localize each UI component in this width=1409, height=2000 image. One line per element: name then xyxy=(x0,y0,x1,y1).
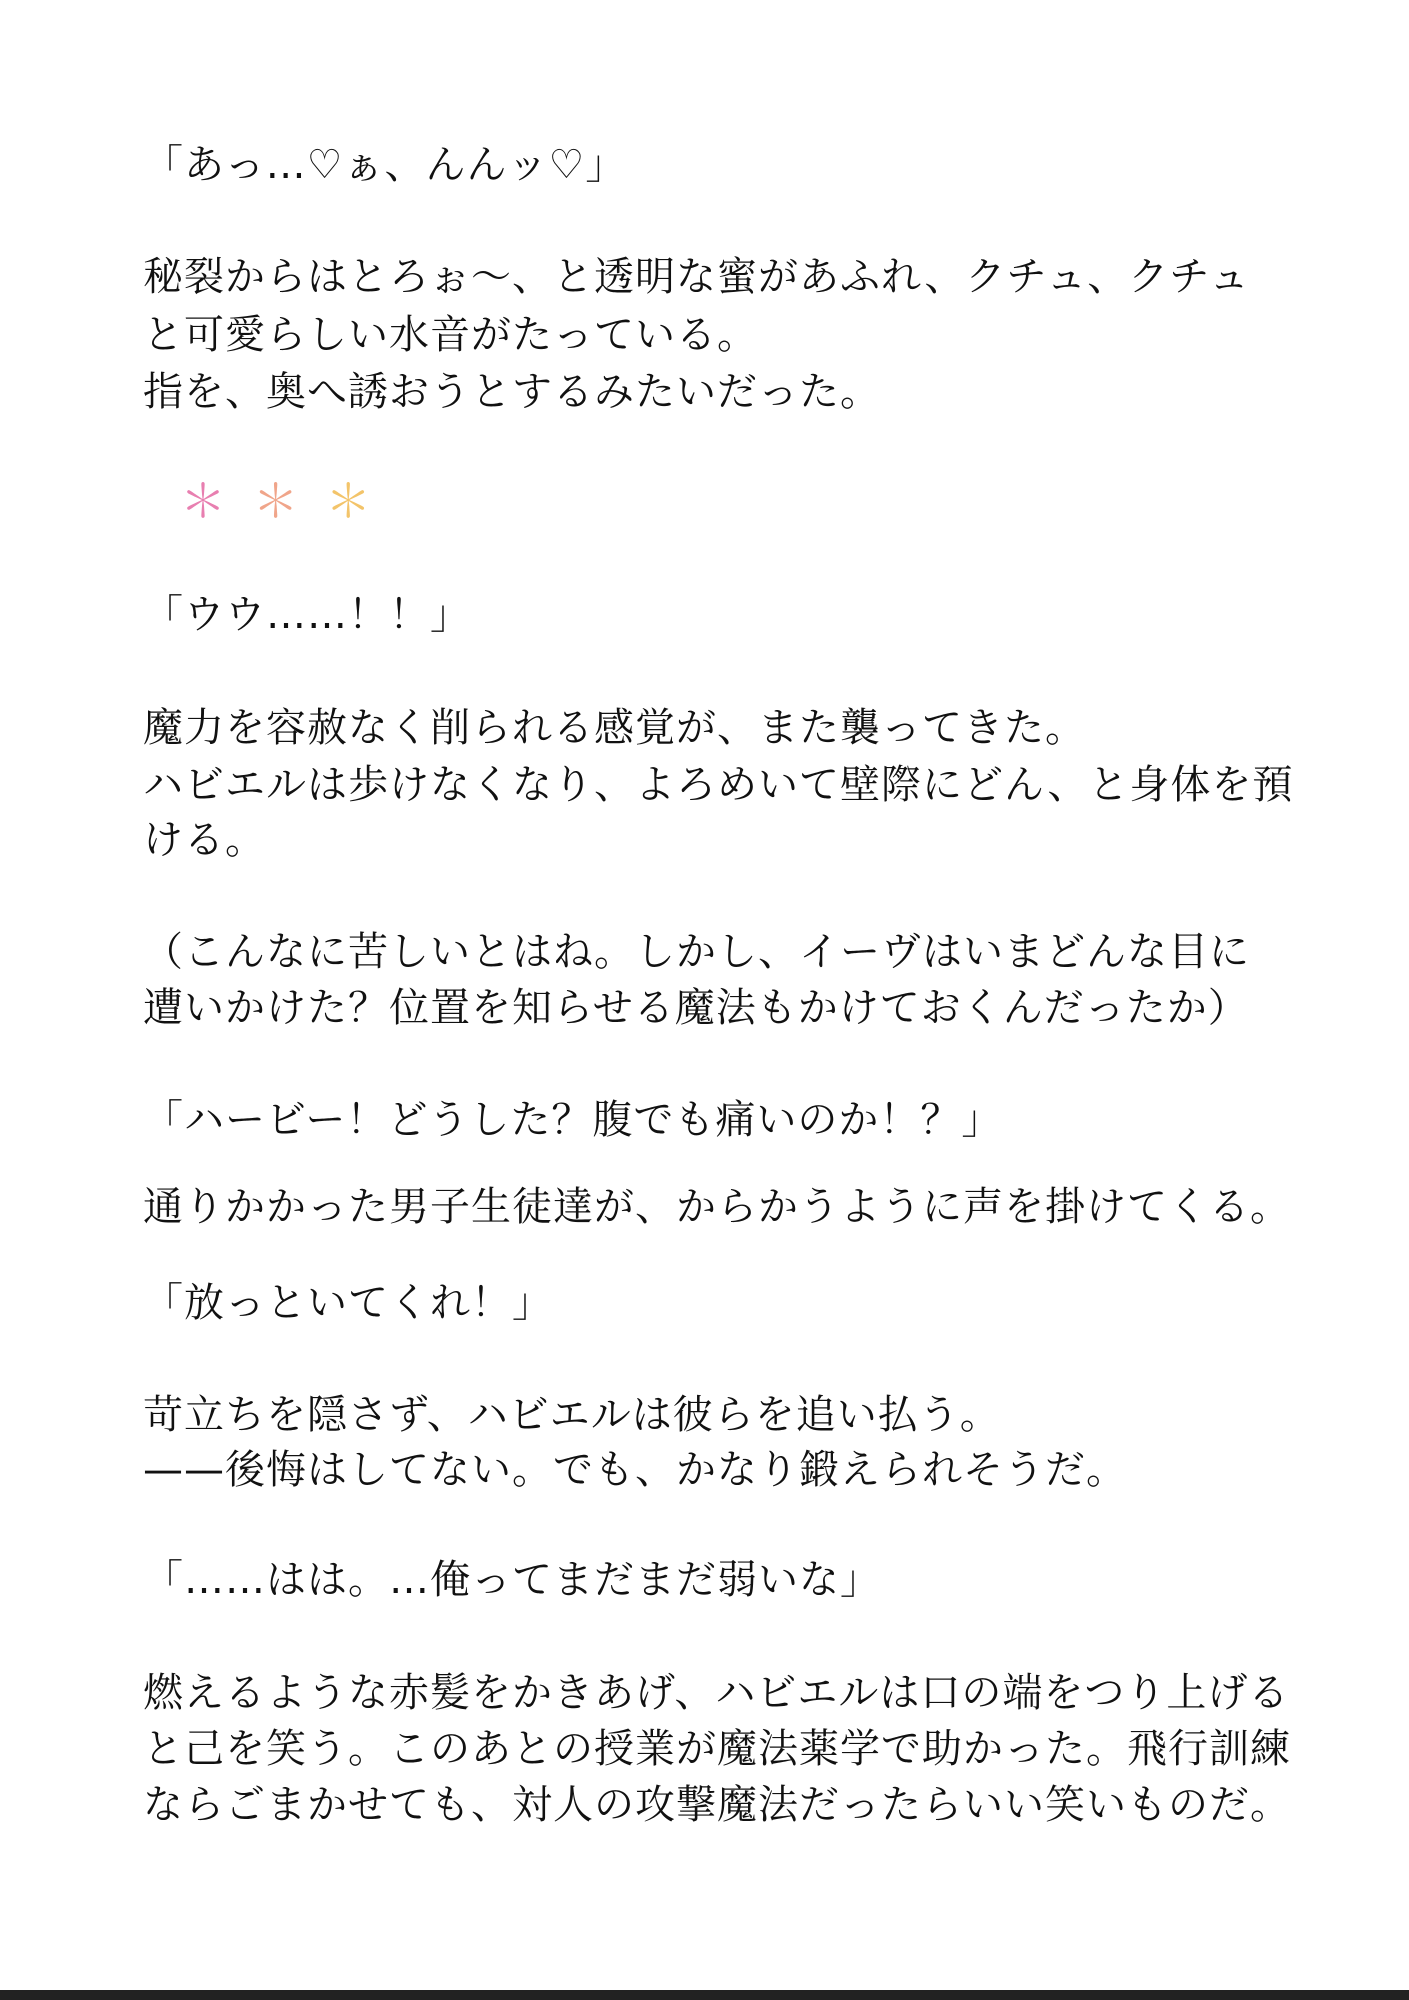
text-line: 指を、奥へ誘おうとするみたいだった。 xyxy=(143,369,881,415)
text-line: 苛立ちを隠さず、ハビエルは彼らを追い払う。 xyxy=(143,1392,1001,1438)
text-line: 魔力を容赦なく削られる感覚が、また襲ってきた。 xyxy=(143,705,1086,751)
text-line: ならごまかせても、対人の攻撃魔法だったらいい笑いものだ。 xyxy=(143,1782,1291,1828)
text-line: と己を笑う。このあとの授業が魔法薬学で助かった。飛行訓練 xyxy=(143,1726,1291,1772)
text-line: 燃えるような赤髪をかきあげ、ハビエルは口の端をつり上げる xyxy=(143,1670,1290,1716)
text-line: （こんなに苦しいとはね。しかし、イーヴはいまどんな目に xyxy=(143,929,1250,975)
text-line: と可愛らしい水音がたっている。 xyxy=(143,312,758,358)
text-line: 通りかかった男子生徒達が、からかうように声を掛けてくる。 xyxy=(143,1184,1291,1230)
text-line: 「ウウ……！！」 xyxy=(143,592,471,638)
text-line: ける。 xyxy=(143,817,266,863)
text-line: 「あっ…♡ぁ、んんッ♡」 xyxy=(143,142,627,188)
separator-star-peach: ＊ xyxy=(252,474,305,528)
separator-star-yellow: ＊ xyxy=(325,474,378,528)
text-line: ——後悔はしてない。でも、かなり鍛えられそうだ。 xyxy=(143,1447,1127,1493)
text-line: 秘裂からはとろぉ〜、と透明な蜜があふれ、クチュ、クチュ xyxy=(143,254,1250,300)
text-line: 「……はは。…俺ってまだまだ弱いな」 xyxy=(143,1557,881,1603)
separator-star-pink: ＊ xyxy=(180,474,232,528)
text-line: 遭いかけた？位置を知らせる魔法もかけておくんだったか） xyxy=(143,985,1249,1031)
text-line: 「ハービー！どうした？腹でも痛いのか！？」 xyxy=(143,1097,1003,1143)
bottom-edge-bar xyxy=(0,1990,1409,2000)
scene-separator xyxy=(180,474,377,528)
text-line: 「放っといてくれ！」 xyxy=(143,1280,553,1326)
text-line: ハビエルは歩けなくなり、よろめいて壁際にどん、と身体を預 xyxy=(143,762,1294,808)
